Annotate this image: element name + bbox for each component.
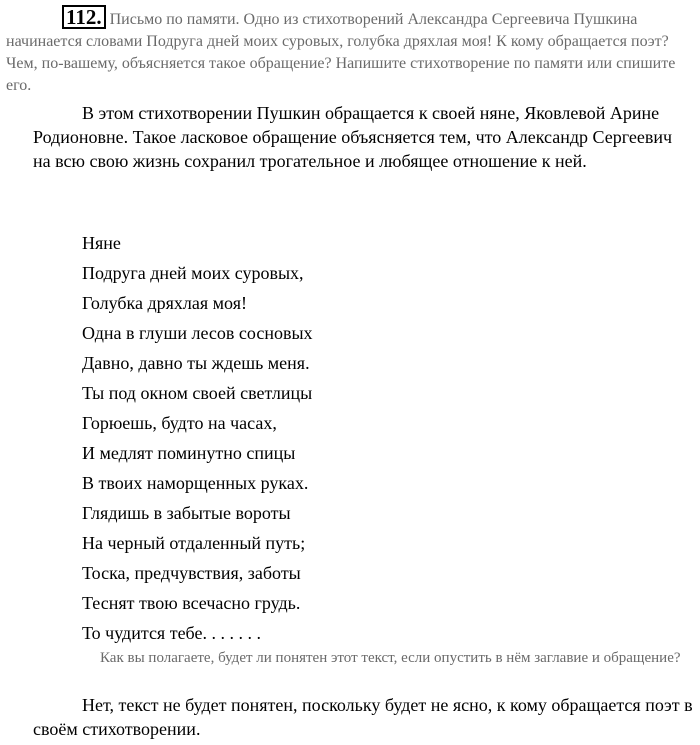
task-text: Письмо по памяти. Одно из стихотворений Александра Сергеевича Пушкина начинается словами Подруга дней моих суровых, голубка дряхлая моя! К кому обращается поэт? Чем, по-вашему, объясняется такое обращение? Напишите стихотворение по памяти или спишите его. <box>6 11 676 94</box>
task-number: 112. <box>62 5 106 29</box>
poem-line: Одна в глуши лесов сосновых <box>82 323 313 343</box>
poem <box>82 230 313 650</box>
question: Как вы полагаете, будет ли понятен этот текст, если опустить в нём заглавие и обращение? <box>100 650 681 666</box>
poem-line: Подруга дней моих суровых, <box>82 263 304 283</box>
poem-line: Тоска, предчувствия, заботы <box>82 563 301 583</box>
poem-line: Давно, давно ты ждешь меня. <box>82 353 310 373</box>
answer-paragraph-2: Нет, текст не будет понятен, поскольку будет не ясно, к кому обращается поэт в своём стихотворении. <box>33 695 693 739</box>
poem-line: И медлят поминутно спицы <box>82 443 296 463</box>
poem-line: Глядишь в забытые вороты <box>82 503 291 523</box>
poem-line: В твоих наморщенных руках. <box>82 473 309 493</box>
answer-paragraph-1: В этом стихотворении Пушкин обращается к своей няне, Яковлевой Арине Родионовне. Такое ласковое обращение объясняется тем, что Александр Сергеевич на всю свою жизнь сохранил трогательное и любящее отношение к ней. <box>33 103 673 171</box>
poem-line: Теснят твою всечасно грудь. <box>82 593 301 613</box>
poem-line: Горюешь, будто на часах, <box>82 413 277 433</box>
poem-line: Ты под окном своей светлицы <box>82 383 313 403</box>
poem-title: Няне <box>82 233 121 253</box>
task-statement <box>6 5 696 97</box>
poem-line: На черный отдаленный путь; <box>82 533 306 553</box>
poem-line: Голубка дряхлая моя! <box>82 293 247 313</box>
poem-line: То чудится тебе. . . . . . . <box>82 623 261 643</box>
